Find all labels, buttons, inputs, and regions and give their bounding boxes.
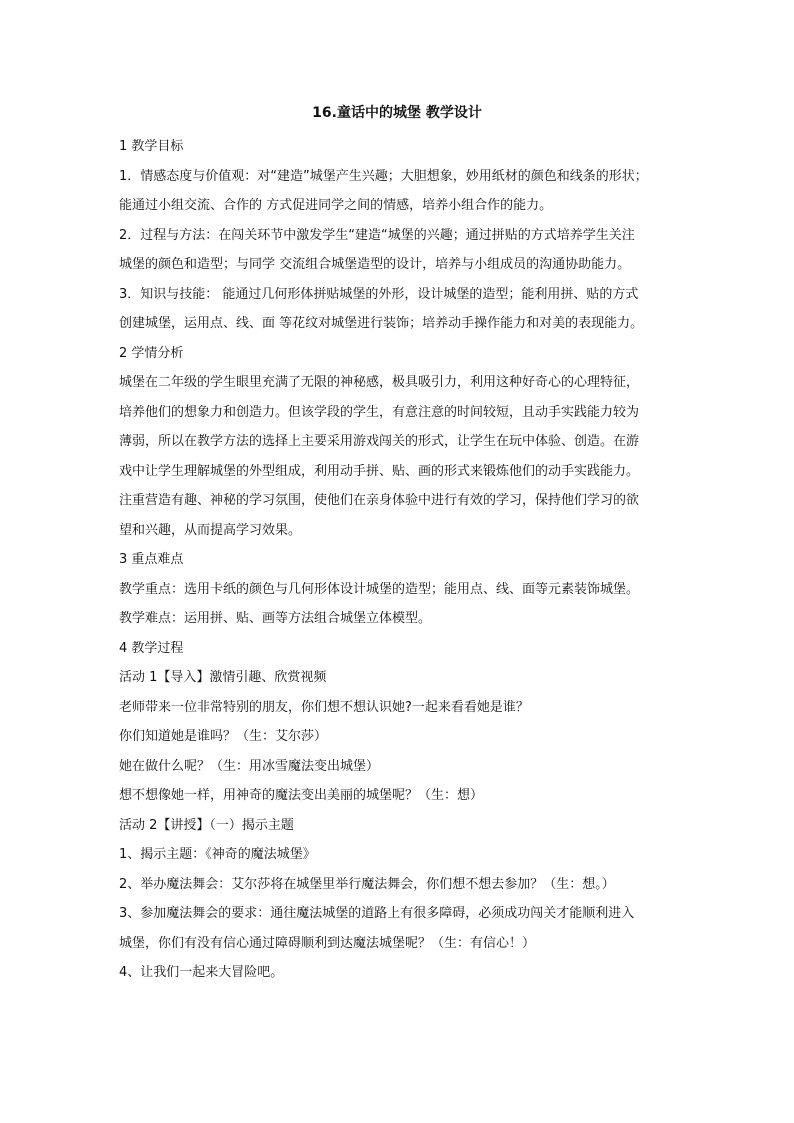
paragraph-line: 4、让我们一起来大冒险吧。 xyxy=(119,965,284,980)
paragraph-line: 薄弱，所以在教学方法的选择上主要采用游戏闯关的形式，让学生在玩中体验、创造。在游 xyxy=(119,434,640,449)
paragraph-line: 2．过程与方法：在闯关环节中激发学生“建造“城堡的兴趣；通过拼贴的方式培养学生关注 xyxy=(119,227,635,243)
paragraph-line: 望和兴趣，从而提高学习效果。 xyxy=(119,522,302,538)
paragraph-line: 创建城堡，运用点、线、面 等花纹对城堡进行装饰；培养动手操作能力和对美的表现能力。 xyxy=(119,316,644,331)
paragraph-line: 你们知道她是谁吗？（生：艾尔莎） xyxy=(119,729,328,744)
paragraph-line: 培养他们的想象力和创造力。但该学段的学生，有意注意的时间较短，且动手实践能力较为 xyxy=(119,404,640,420)
paragraph-line: 3、参加魔法舞会的要求：通往魔法城堡的道路上有很多障碍，必须成功闯关才能顺利进入 xyxy=(119,906,635,921)
document-title: 16.童话中的城堡 教学设计 xyxy=(312,105,482,121)
paragraph-line: 能通过小组交流、合作的 方式促进同学之间的情感，培养小组合作的能力。 xyxy=(119,198,553,213)
paragraph-line: 城堡在二年级的学生眼里充满了无限的神秘感，极具吸引力，利用这种好奇心的心理特征， xyxy=(119,375,640,390)
paragraph-line: 城堡，你们有没有信心通过障碍顺利到达魔法城堡呢？（生：有信心！） xyxy=(119,935,536,951)
section-heading: 2 学情分析 xyxy=(119,345,184,361)
paragraph-line: 教学重点：选用卡纸的颜色与几何形体设计城堡的造型；能用点、线、面等元素装饰城堡。 xyxy=(119,581,640,597)
paragraph-line: 1、揭示主题：《神奇的魔法城堡》 xyxy=(119,847,316,862)
section-heading: 1 教学目标 xyxy=(119,139,184,154)
section-heading: 3 重点难点 xyxy=(119,552,184,567)
paragraph-line: 教学难点：运用拼、贴、画等方法组合城堡立体模型。 xyxy=(119,611,432,626)
activity-heading: 活动 2【讲授】（一）揭示主题 xyxy=(119,817,294,833)
paragraph-line: 城堡的颜色和造型；与同学 交流组合城堡造型的设计，培养与小组成员的沟通协助能力。 xyxy=(119,257,631,272)
paragraph-line: 戏中让学生理解城堡的外型组成，利用动手拼、贴、画的形式来锻炼他们的动手实践能力。 xyxy=(119,463,640,479)
paragraph-line: 3．知识与技能： 能通过几何形体拼贴城堡的外形，设计城堡的造型；能利用拼、贴的方式 xyxy=(119,286,639,302)
paragraph-line: 2、举办魔法舞会：艾尔莎将在城堡里举行魔法舞会，你们想不想去参加？（生：想。） xyxy=(119,876,615,892)
activity-heading: 活动 1【导入】激情引趣、欣赏视频 xyxy=(119,670,327,685)
paragraph-line: 想不想像她一样，用神奇的魔法变出美丽的城堡呢？（生：想） xyxy=(119,788,484,803)
paragraph-line: 注重营造有趣、神秘的学习氛围，使他们在亲身体验中进行有效的学习，保持他们学习的欲 xyxy=(119,493,640,508)
paragraph-line: 她在做什么呢？（生：用冰雪魔法变出城堡） xyxy=(119,758,380,774)
document-body xyxy=(119,132,679,988)
paragraph-line: 老师带来一位非常特别的朋友，你们想不想认识她?一起来看看她是谁？ xyxy=(119,699,529,715)
section-heading: 4 教学过程 xyxy=(119,640,184,656)
paragraph-line: 1．情感态度与价值观：对“建造”城堡产生兴趣；大胆想象，妙用纸材的颜色和线条的形状； xyxy=(119,168,648,184)
